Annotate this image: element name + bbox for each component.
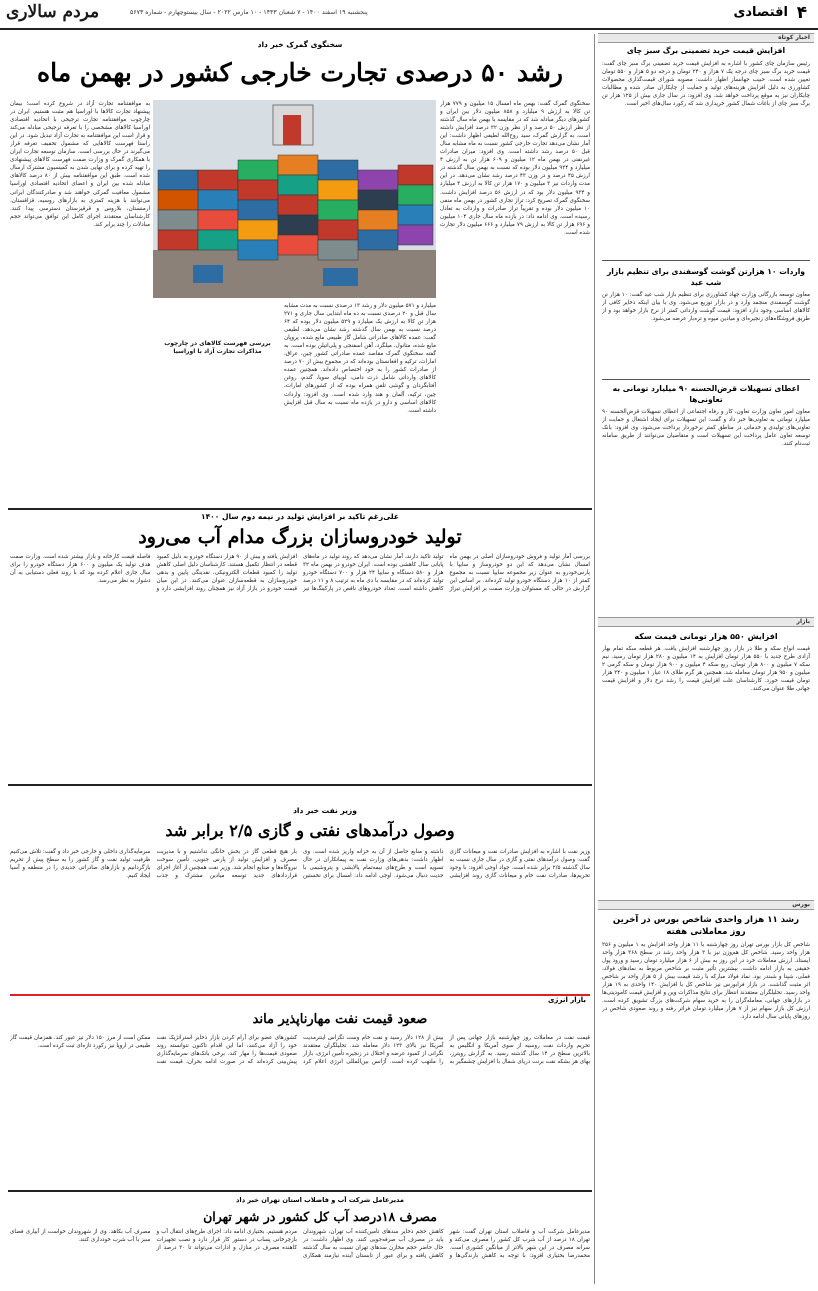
lead-caption-body (155, 304, 280, 338)
lead-headline: رشد ۵۰ درصدی تجارت خارجی کشور در بهمن ماه (37, 58, 563, 87)
story5-kicker: مدیرعامل شرکت آب و فاضلاب استان تهران خبر داد (236, 1196, 404, 1204)
story5-body: مدیرعامل شرکت آب و فاضلاب استان تهران گفت: شهر تهران ۱۸ درصد از آب شرب کل کشور را مصرف می‌کند و سرانه مصرف در این شهر بالاتر از میانگین کشوری است. محمدرضا بختیاری افزود: با توجه به کاهش بارندگی‌ها و کاهش حجم ذخایر سدهای تأمین‌کننده آب تهران، شهروندان باید در مصرف آب صرفه‌جویی کنند. وی اظهار داشت: در حال حاضر حجم مخازن سدهای تهران نسبت به سال گذشته کاهش یافته و برای عبور از تابستان آینده نیازمند همکاری مردم هستیم. بختیاری ادامه داد: اجرای طرح‌های انتقال آب و بازچرخانی پساب در دستور کار قرار دارد و نصب تجهیزات کاهنده مصرف در منازل و ادارات می‌تواند تا ۳۰ درصد از مصرف آب بکاهد. وی از شهروندان خواست از آبیاری فضای سبز با آب شرب خودداری کنند. (10, 1229, 590, 1260)
lead-photo-caption: بررسی فهرست کالاهای در چارچوب مذاکرات تجارت آزاد با اوراسیا (164, 340, 271, 355)
story2-body: بررسی آمار تولید و فروش خودروسازان اصلی در بهمن ماه امسال نشان می‌دهد که این دو خودروساز و سایپا با پارس‌خودرو به عنوان زیر مجموعه سایپا نسبت به مجموع کمتر از ۱۰ هزار دستگاه خودرو تولید کرده‌اند. بر اساس این گزارش در حالی که مسئولان وزارت صمت بر افزایش تیراژ تولید تاکید دارند، آمار نشان می‌دهد که روند تولید در ماه‌های پایانی سال کاهشی بوده است. ایران خودرو در بهمن ماه ۳۲ هزار و ۵۸۰ دستگاه و سایپا ۲۴ هزار و ۷۰۰ دستگاه خودرو تولید کرده‌اند که در مقایسه با دی ماه به ترتیب ۸ و ۱۱ درصد کاهش داشته است. تعداد خودروهای ناقص در پارکینگ‌ها نیز افزایش یافته و بیش از ۹۰ هزار دستگاه خودرو به دلیل کمبود قطعه در انتظار تکمیل هستند. کارشناسان دلیل اصلی کاهش تولید را کمبود قطعات الکترونیکی، نقدینگی پایین و بدهی خودروسازان به قطعه‌سازان عنوان می‌کنند. در این میان قیمت خودرو در بازار آزاد نیز همچنان روند افزایشی دارد و فاصله قیمت کارخانه و بازار بیشتر شده است. وزارت صمت هدف تولید یک میلیون و ۶۰۰ هزار دستگاه خودرو را برای سال جاری اعلام کرده بود که با روند فعلی دستیابی به آن دشوار به نظر می‌رسد. (10, 554, 590, 593)
story2-kicker: علی‌رغم تاکید بر افزایش تولید در نیمه دوم سال ۱۴۰۰ (201, 512, 399, 521)
story3-headline: وصول درآمدهای نفتی و گازی ۲/۵ برابر شد (165, 821, 455, 840)
story3-kicker: وزیر نفت خبر داد (293, 806, 357, 815)
newspaper-logo: مردم سالاری (6, 2, 100, 22)
lead-column-3: به موافقتنامه تجارت آزاد در شروع کرده است؛ بیمان پیشنهاد تجارت کالاها با اوراسیا هم مثبت هستیم. ایران در چارچوب موافقتنامه تجارت ترجیحی با اتحادیه اقتصادی اوراسیا کالاهای مشخصی را با تعرفه ترجیحی مبادله می‌کند و قرار است این موافقتنامه به تجارت آزاد تبدیل شود. در این راستا فهرست کالاهایی که مشمول تخفیف تعرفه قرار می‌گیرند در حال بررسی است. سازمان توسعه تجارت ایران با همکاری گمرک و وزارت صمت فهرست کالاهای پیشنهادی را تهیه کرده و برای نهایی شدن به کمیسیون مشترک ارسال شده است. طبق این موافقتنامه بیش از ۸۰ درصد کالاهای مبادله شده بین ایران و اعضای اتحادیه اقتصادی اوراسیا مشمول معافیت گمرکی خواهند شد و صادرکنندگان ایرانی می‌توانند با هزینه کمتری به بازارهای روسیه، قزاقستان، ارمنستان، بلاروس و قرقیزستان دسترسی پیدا کنند. کارشناسان معتقدند اجرای کامل این توافق می‌تواند حجم مبادلات را چند برابر کند. (10, 101, 150, 228)
page-number: ۴ (796, 3, 808, 23)
story4-headline: صعود قیمت نفت مهارناپذیر ماند (252, 1012, 428, 1027)
sidebar-divider (594, 34, 595, 1284)
story2-headline: تولید خودروسازان بزرگ مدام آب می‌رود (138, 526, 462, 548)
sidebar-item-5-title: رشد ۱۱ هزار واحدی شاخص بورس در آخرین روز معاملاتی هفته (612, 915, 800, 937)
story4-bar-label: بازار انرژی (548, 996, 586, 1004)
sidebar-bar-market: بازار (598, 617, 814, 627)
date-line: پنجشنبه ۱۹ اسفند ۱۴۰۰ - ۷ شعبان ۱۴۴۳ - ۱۰ مارس ۲۰۲۲ - سال بیستوچهارم - شماره ۵۶۷۳ (130, 9, 368, 16)
sidebar-item-2-body: معاون توسعه بازرگانی وزارت جهاد کشاورزی برای تنظیم بازار شب عید گفت: ۱۰ هزار تن گوشت گوسفندی منجمد وارد و در بازار توزیع می‌شود. وی با بیان اینکه ذخایر کافی از کالاهای اساسی وجود دارد افزود: قیمت گوشت وارداتی کمتر از نرخ بازار خواهد بود و از طریق فروشگاه‌های زنجیره‌ای و میادین میوه و تره‌بار عرضه می‌شود. (602, 292, 810, 323)
sidebar-bar-short-news: اخبار کوتاه (598, 33, 814, 43)
shipping-containers-image (153, 100, 436, 298)
sidebar-item-3-body: معاون امور تعاون وزارت تعاون، کار و رفاه اجتماعی از اعطای تسهیلات قرض‌الحسنه ۹۰ میلیارد تومانی به تعاونی‌ها خبر داد و گفت: این تسهیلات برای ایجاد اشتغال و حمایت از تعاونی‌های تولیدی و خدماتی در مناطق کمتر برخوردار پرداخت می‌شود. وی افزود: بانک توسعه تعاون عامل پرداخت این تسهیلات است و متقاضیان می‌توانند از طریق سامانه ثبت‌نام کنند. (602, 409, 810, 448)
sidebar-item-3-title: اعطای تسهیلات قرض‌الحسنه ۹۰ میلیارد تومانی به تعاونی‌ها (612, 384, 800, 404)
masthead (0, 0, 818, 30)
sidebar-item-4-title: افزایش ۵۵۰ هزار تومانی قیمت سکه (634, 632, 778, 641)
sidebar-item-2-title: واردات ۱۰ هزارتن گوشت گوسفندی برای تنظیم بازار شب عید (606, 267, 806, 287)
lead-kicker: سخنگوی گمرک خبر داد (257, 40, 343, 49)
story5-headline: مصرف ۱۸درصد آب کل کشور در شهر تهران (203, 1209, 437, 1224)
sidebar (598, 33, 814, 1285)
story3-body: وزیر نفت با اشاره به افزایش صادرات نفت و میعانات گازی گفت: وصول درآمدهای نفتی و گازی در سال جاری نسبت به سال گذشته ۲/۵ برابر شده است. جواد اوجی افزود: با وجود تحریم‌ها، صادرات نفت خام و میعانات گازی روند افزایشی داشته و منابع حاصل از آن به خزانه واریز شده است. وی اظهار داشت: بدهی‌های وزارت نفت به پیمانکاران در حال تسویه است و طرح‌های نیمه‌تمام پالایشی و پتروشیمی با جدیت دنبال می‌شود. اوجی ادامه داد: امسال برای نخستین بار هیچ قطعی گاز در بخش خانگی نداشتیم و با مدیریت مصرف و افزایش تولید از پارس جنوبی، تأمین سوخت نیروگاه‌ها و صنایع انجام شد. وزیر نفت همچنین از آغاز اجرای قراردادهای جدید توسعه میادین مشترک و جذب سرمایه‌گذاری داخلی و خارجی خبر داد و گفت: تلاش می‌کنیم ظرفیت تولید نفت و گاز کشور را به سطح پیش از تحریم بازگردانیم و بازارهای صادراتی جدیدی را در منطقه و آسیا ایجاد کنیم. (10, 849, 590, 880)
story4-body: قیمت نفت در معاملات روز چهارشنبه بازار جهانی پس از تحریم واردات نفت روسیه از سوی آمریکا و انگلیس به بالاترین سطح در ۱۴ سال گذشته رسید. به گزارش رویترز، بهای هر بشکه نفت برنت دریای شمال با افزایش چشمگیر به بیش از ۱۲۸ دلار رسید و نفت خام وست تگزاس اینترمدیت آمریکا نیز بالای ۱۲۳ دلار معامله شد. تحلیلگران معتقدند نگرانی از کمبود عرضه و اختلال در زنجیره تأمین انرژی، بازار را ملتهب کرده است. آژانس بین‌المللی انرژی اعلام کرد کشورهای عضو برای آرام کردن بازار ذخایر استراتژیک نفت خود را آزاد می‌کنند، اما این اقدام تاکنون نتوانسته روند صعودی قیمت‌ها را مهار کند. برخی بانک‌های سرمایه‌گذاری پیش‌بینی کرده‌اند که در صورت ادامه بحران، قیمت نفت ممکن است از مرز ۱۵۰ دلار نیز عبور کند. همزمان قیمت گاز طبیعی در اروپا نیز رکورد تازه‌ای ثبت کرده است. (10, 1035, 590, 1066)
sidebar-item-5-body: شاخص کل بازار بورس تهران روز چهارشنبه با ۱۱ هزار واحد افزایش به ۱ میلیون و ۳۵۶ هزار واحد رسید. شاخص کل هم‌وزن نیز با ۳ هزار واحد رشد در سطح ۳۶۸ هزار واحد ایستاد. ارزش معاملات خرد در این روز به بیش از ۶ هزار میلیارد تومان رسید و ورود پول حقیقی به بازار ادامه داشت. بیشترین تأثیر مثبت بر شاخص مربوط به نمادهای فولاد، فملی، شپنا و شبندر بود. نماد فولاد مبارکه با رشد قیمت بیش از ۵ هزار واحد بر شاخص اثر مثبت گذاشت. در بازار فرابورس نیز شاخص کل با افزایش ۱۴۰ واحدی به ۱۹ هزار واحد رسید. تحلیلگران معتقدند انتظار برای نتایج مذاکرات وین و افزایش قیمت کامودیتی‌ها در بازارهای جهانی، معامله‌گران را به خرید سهام شرکت‌های بزرگ تشویق کرده است. ارزش کل بازار سهام نیز از ۷ هزار میلیارد تومان فراتر رفته و روند صعودی شاخص در روزهای پایانی سال ادامه دارد. (602, 942, 810, 1021)
story4-bar (10, 994, 590, 1004)
sidebar-item-1-body: رئیس سازمان چای کشور با اشاره به افزایش قیمت خرید تضمینی برگ سبز چای گفت: قیمت خرید برگ سبز چای درجه یک ۷ هزار و ۲۴۰ تومان و درجه دو ۵ هزار و ۵۵۰ تومان تعیین شده است. حبیب جهانساز اظهار داشت: مصوبه شورای قیمت‌گذاری محصولات کشاورزی به دلیل افزایش هزینه‌های تولید و حمایت از چایکاران صادر شده و مطالبات چایکاران نیز به موقع پرداخت خواهد شد. وی افزود: در سال جاری بیش از ۱۲۵ هزار تن برگ سبز چای از باغات شمال کشور خریداری شد که رکورد سال‌های اخیر است. (602, 61, 810, 108)
lead-photo-containers (153, 100, 436, 298)
lead-caption-body-2 (155, 364, 280, 505)
sidebar-bar-bourse: بورس (598, 900, 814, 910)
masthead-rule (0, 28, 818, 30)
lead-column-2: میلیارد و ۵۷۱ میلیون دلار و رشد ۱۳ درصدی نسبت به مدت مشابه سال قبل و ۲۰ درصدی نسبت به ده ماه ابتدایی سال جاری و ۲۷۱ هزار تن کالا به ارزش یک میلیارد و ۵۲۹ میلیون دلار بوده که ۶۴ درصد نسبت به بهمن سال گذشته رشد نشان می‌دهد. لطیفی گفت: عمده کالاهای صادراتی شامل گاز طبیعی مایع شده، پروپان مایع شده، متانول، میلگرد، آهن اسفنجی و پلی‌اتیلن بوده است. به گفته سخنگوی گمرک مقاصد عمده صادراتی کشور چین، عراق، امارات، ترکیه و افغانستان بوده‌اند که در مجموع بیش از ۷۰ درصد از صادرات کشور را به خود اختصاص داده‌اند. همچنین عمده کالاهای وارداتی شامل ذرت دامی، لوبیای سویا، گندم، روغن آفتابگردان و گوشی تلفن همراه بوده که از کشورهای امارات، چین، ترکیه، آلمان و هند وارد شده است. وی افزود: واردات کالاهای اساسی و دارو در یازده ماه نسبت به سال قبل افزایش داشته است. (284, 303, 436, 414)
section-title: اقتصادی (733, 5, 788, 20)
sidebar-item-1-title: افزایش قیمت خرید تضمینی برگ سبز چای (626, 46, 786, 55)
lead-column-1: سخنگوی گمرک گفت: بهمن ماه امسال ۱۵ میلیون و ۷۷۹ هزار تن کالا به ارزش ۹ میلیارد و ۸۵۸ میلیون دلار بین ایران و کشورهای دیگر مبادله شد که در مقایسه با بهمن ماه سال گذشته از نظر ارزش ۵۰ درصد و از نظر وزن ۳۲ درصد افزایش داشته است. به گزارش گمرک، سید روح‌الله لطیفی اظهار داشت: این آمار نشان می‌دهد تجارت خارجی کشور نسبت به ماه مشابه سال قبل ۵۰ درصد رشد داشته است. وی افزود: میزان صادرات غیرنفتی در بهمن ماه ۱۲ میلیون و ۶۰۹ هزار تن به ارزش ۴ میلیارد و ۹۲۴ میلیون دلار بوده که نسبت به بهمن سال گذشته در ارزش ۴۵ درصد و در وزن ۴۳ درصد رشد نشان می‌دهد. در این مدت واردات نیز ۳ میلیون و ۱۷۰ هزار تن کالا به ارزش ۴ میلیارد و ۹۳۴ میلیون دلار بود که در ارزش ۵۶ درصد افزایش داشت. سخنگوی گمرک تصریح کرد: تراز تجاری کشور در بهمن ماه منفی ۱۰ میلیون دلار بوده و تقریباً تراز صادرات و واردات به تعادل رسیده است. وی ادامه داد: در یازده ماه سال جاری ۱۰۴ میلیون و ۶۹۶ هزار تن کالا به ارزش ۷۹ میلیارد و ۶۶۶ میلیون دلار تجارت شده است. (440, 101, 590, 236)
sidebar-item-4-body: قیمت انواع سکه و طلا در بازار روز چهارشنبه افزایش یافت. هر قطعه سکه تمام بهار آزادی طرح جدید با ۵۵۰ هزار تومان افزایش به ۱۴ میلیون و ۲۸۰ هزار تومان رسید. نیم سکه ۷ میلیون و ۸۰۰ هزار تومان، ربع سکه ۴ میلیون و ۹۰۰ هزار تومان و سکه گرمی ۲ میلیون و ۹۵۰ هزار تومان معامله شد. همچنین هر گرم طلای ۱۸ عیار ۱ میلیون و ۳۴۰ هزار تومان قیمت خورد. کارشناسان علت افزایش قیمت را رشد نرخ دلار و افزایش قیمت جهانی طلا عنوان می‌کنند. (602, 646, 810, 693)
